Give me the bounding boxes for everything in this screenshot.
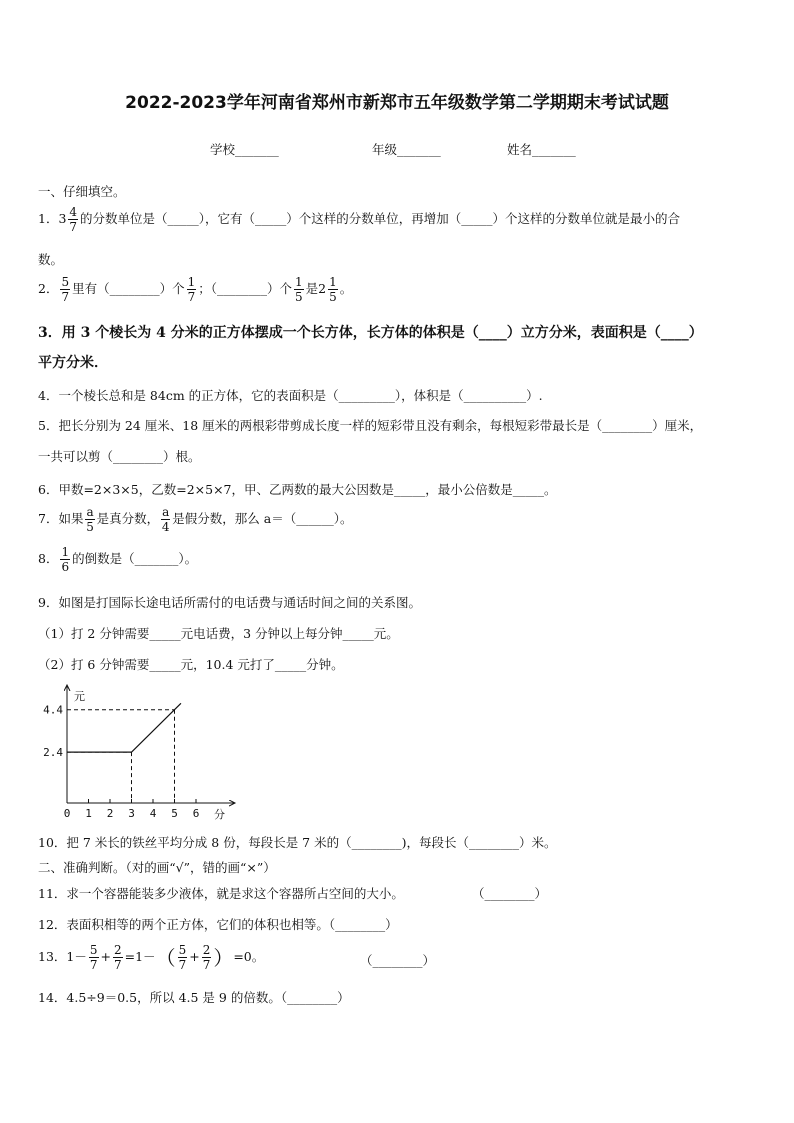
q13-f4-numerator: 2 — [202, 943, 211, 957]
question-9: 9．如图是打国际长途电话所需付的电话费与通话时间之间的关系图。 — [38, 595, 421, 610]
q2-text-3: 是 — [305, 281, 319, 296]
q13-plus-1: + — [100, 949, 111, 964]
q8-number: 8． — [38, 551, 59, 566]
q2-f2-numerator: 1 — [187, 275, 196, 289]
q7-f2-denominator: 4 — [161, 520, 170, 534]
question-7 — [38, 506, 352, 533]
q7-fraction-1 — [85, 506, 94, 533]
question-3-cont: 平方分米． — [38, 355, 108, 371]
x-tick-label-2: 2 — [106, 807, 114, 820]
q13-fraction-3 — [178, 944, 188, 971]
question-14: 14．4.5÷9＝0.5，所以 4.5 是 9 的倍数。（________） — [38, 990, 350, 1005]
q8-text: 的倒数是（_______）。 — [72, 551, 198, 566]
grade-field[interactable]: 年级_______ — [372, 142, 441, 157]
q2-fraction-1 — [60, 276, 70, 303]
question-9-part-2: （2）打 6 分钟需要_____元，10.4 元打了_____分钟。 — [38, 657, 344, 672]
q13-text-3: =1－ — [124, 949, 156, 964]
question-3: 3．用 3 个棱长为 4 分米的正方体摆成一个长方体，长方体的体积是（____）立方分米，表面积是（____） — [38, 325, 703, 341]
q2-f4-numerator: 1 — [329, 275, 337, 289]
q13-plus-2: + — [189, 949, 200, 964]
x-tick-label-5: 5 — [171, 807, 178, 820]
q2-f3-denominator: 5 — [295, 290, 303, 304]
q2-f2-denominator: 7 — [187, 290, 196, 304]
question-13 — [38, 944, 264, 971]
q1-fraction-denominator: 7 — [69, 220, 78, 234]
q1-text: 的分数单位是（_____），它有（_____）个这样的分数单位，再增加（_____）个这样的分数单位就是最小的合 — [80, 211, 681, 226]
x-tick-label-1: 1 — [85, 807, 92, 820]
q2-whole: 2 — [318, 281, 327, 296]
x-tick-label-6: 6 — [192, 807, 200, 820]
q13-f1-numerator: 5 — [89, 943, 98, 957]
question-1-cont: 数。 — [38, 252, 64, 267]
q2-f4-denominator: 5 — [329, 290, 337, 304]
school-field[interactable]: 学校_______ — [210, 142, 279, 157]
q1-fraction-numerator: 4 — [69, 205, 78, 219]
x-tick-label-3: 3 — [128, 807, 135, 820]
q2-fraction-4 — [328, 276, 338, 303]
section-1-heading: 一、仔细填空。 — [38, 184, 126, 199]
question-11-blank[interactable]: （________） — [472, 886, 548, 901]
q13-f2-numerator: 2 — [113, 943, 122, 957]
q2-text-4: 。 — [339, 281, 353, 296]
q2-fraction-2 — [187, 276, 197, 303]
q13-fraction-2 — [113, 944, 123, 971]
question-6: 6．甲数=2×3×5，乙数=2×5×7，甲、乙两数的最大公因数是_____，最小公倍数是_____。 — [38, 482, 557, 497]
q2-f1-denominator: 7 — [61, 290, 70, 304]
q1-whole: 3 — [58, 211, 67, 226]
q1-fraction — [68, 206, 78, 233]
q7-text-3: 是假分数，那么 a＝（______）。 — [172, 511, 353, 526]
q13-f3-numerator: 5 — [178, 943, 187, 957]
x-tick-label-4: 4 — [149, 807, 157, 820]
phone-cost-chart — [30, 680, 250, 825]
question-13-blank[interactable]: （________） — [360, 953, 436, 968]
question-11: 11．求一个容器能装多少液体，就是求这个容器所占空间的大小。 — [38, 886, 404, 901]
q2-fraction-3 — [294, 276, 304, 303]
question-5-cont: 一共可以剪（________）根。 — [38, 449, 201, 464]
q13-fraction-1 — [89, 944, 99, 971]
question-1 — [38, 206, 680, 233]
page-title: 2022-2023学年河南省郑州市新郑市五年级数学第二学期期末考试试题 — [125, 93, 669, 113]
q2-f3-numerator: 1 — [295, 275, 303, 289]
name-field[interactable]: 姓名_______ — [507, 142, 576, 157]
q13-text-1: 13．1－ — [38, 949, 87, 964]
q8-fraction — [60, 546, 70, 573]
question-4: 4．一个棱长总和是 84cm 的正方体，它的表面积是（_________），体积是（__________）. — [38, 388, 543, 403]
q7-text-2: 是真分数， — [96, 511, 160, 526]
question-8 — [38, 546, 197, 573]
q7-text-1: 7．如果 — [38, 511, 84, 526]
q13-text-5: =0。 — [233, 949, 265, 964]
question-10: 10．把 7 米长的铁丝平均分成 8 份，每段长是 7 米的（________)，每段长（________）米。 — [38, 835, 557, 850]
q13-f1-denominator: 7 — [89, 958, 98, 972]
q2-number: 2． — [38, 281, 59, 296]
question-9-part-1: （1）打 2 分钟需要_____元电话费，3 分钟以上每分钟_____元。 — [38, 626, 399, 641]
q7-f2-numerator: a — [162, 505, 170, 519]
q2-text-1: 里有（________）个 — [72, 281, 185, 296]
x-axis-label: 分 — [214, 808, 225, 821]
cost-series-line — [67, 703, 181, 752]
q8-fraction-numerator: 1 — [61, 545, 70, 559]
q13-f3-denominator: 7 — [178, 958, 187, 972]
q2-text-2: ；（________）个 — [198, 281, 293, 296]
q13-left-paren: （ — [155, 945, 176, 970]
x-tick-label-0: 0 — [63, 807, 71, 820]
question-5: 5．把长分别为 24 厘米、18 厘米的两根彩带剪成长度一样的短彩带且没有剩余，每根短彩带最长是（________）厘米， — [38, 418, 703, 433]
q7-fraction-2 — [161, 506, 170, 533]
q8-fraction-denominator: 6 — [61, 560, 70, 574]
section-2-heading: 二、准确判断。（对的画“√”，错的画“×”） — [38, 860, 276, 875]
y-axis-label: 元 — [74, 690, 85, 703]
y-tick-label-1: 4.4 — [43, 703, 63, 717]
q2-f1-numerator: 5 — [61, 275, 70, 289]
q7-f1-numerator: a — [86, 505, 94, 519]
question-2 — [38, 276, 352, 303]
question-12: 12．表面积相等的两个正方体，它们的体积也相等。（________） — [38, 917, 398, 932]
q1-number: 1． — [38, 211, 59, 226]
q13-fraction-4 — [202, 944, 212, 971]
q13-f4-denominator: 7 — [202, 958, 211, 972]
q13-f2-denominator: 7 — [113, 958, 122, 972]
y-tick-label-0: 2.4 — [43, 746, 63, 760]
q13-right-paren: ） — [213, 945, 234, 970]
q7-f1-denominator: 5 — [86, 520, 94, 534]
